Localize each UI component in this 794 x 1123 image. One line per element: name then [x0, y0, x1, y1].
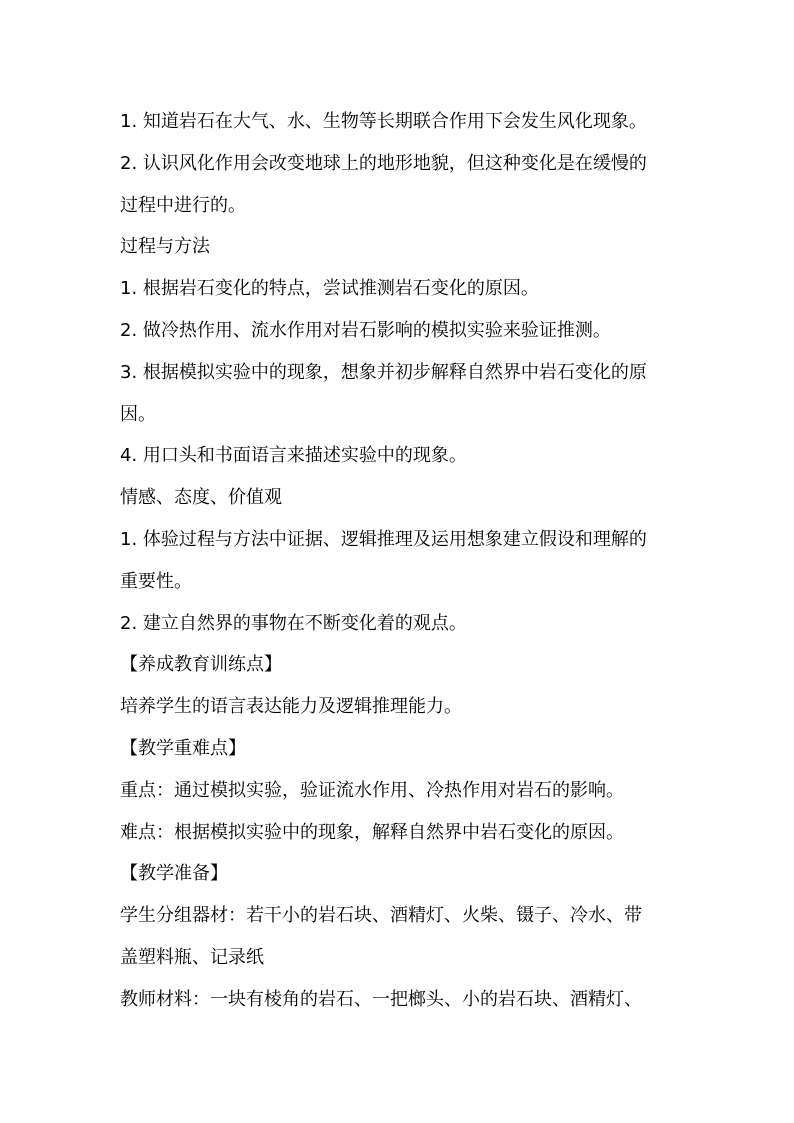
- section-heading-habit-training: 【养成教育训练点】: [120, 654, 282, 676]
- key-point-text: 重点：通过模拟实验，验证流水作用、冷热作用对岩石的影响。: [120, 779, 624, 801]
- habit-training-text: 培养学生的语言表达能力及逻辑推理能力。: [120, 696, 462, 718]
- method-item-2: 2. 做冷热作用、流水作用对岩石影响的模拟实验来验证推测。: [120, 319, 611, 341]
- section-heading-preparation: 【教学准备】: [120, 863, 228, 885]
- attitude-item-1: 1. 体验过程与方法中证据、逻辑推理及运用想象建立假设和理解的: [120, 528, 647, 550]
- student-materials-text-continued: 盖塑料瓶、记录纸: [120, 946, 264, 968]
- student-materials-text: 学生分组器材：若干小的岩石块、酒精灯、火柴、镊子、冷水、带: [120, 905, 642, 927]
- method-item-3-continued: 因。: [120, 403, 156, 425]
- attitude-item-1-continued: 重要性。: [120, 570, 192, 592]
- section-heading-key-difficulties: 【教学重难点】: [120, 737, 246, 759]
- method-item-3: 3. 根据模拟实验中的现象，想象并初步解释自然界中岩石变化的原: [120, 361, 647, 383]
- section-heading-attitude-values: 情感、态度、价值观: [120, 487, 282, 509]
- teacher-materials-text: 教师材料：一块有棱角的岩石、一把榔头、小的岩石块、酒精灯、: [120, 988, 642, 1010]
- objective-item-1: 1. 知道岩石在大气、水、生物等长期联合作用下会发生风化现象。: [120, 111, 647, 132]
- document-body: [120, 101, 680, 1021]
- method-item-4: 4. 用口头和书面语言来描述实验中的现象。: [120, 445, 467, 467]
- method-item-1: 1. 根据岩石变化的特点，尝试推测岩石变化的原因。: [120, 278, 539, 300]
- attitude-item-2: 2. 建立自然界的事物在不断变化着的观点。: [120, 612, 467, 634]
- section-heading-process-and-methods: 过程与方法: [120, 236, 210, 258]
- difficult-point-text: 难点：根据模拟实验中的现象，解释自然界中岩石变化的原因。: [120, 821, 624, 843]
- objective-item-2: 2. 认识风化作用会改变地球上的地形地貌，但这种变化是在缓慢的: [120, 152, 647, 174]
- objective-item-2-continued: 过程中进行的。: [120, 194, 246, 216]
